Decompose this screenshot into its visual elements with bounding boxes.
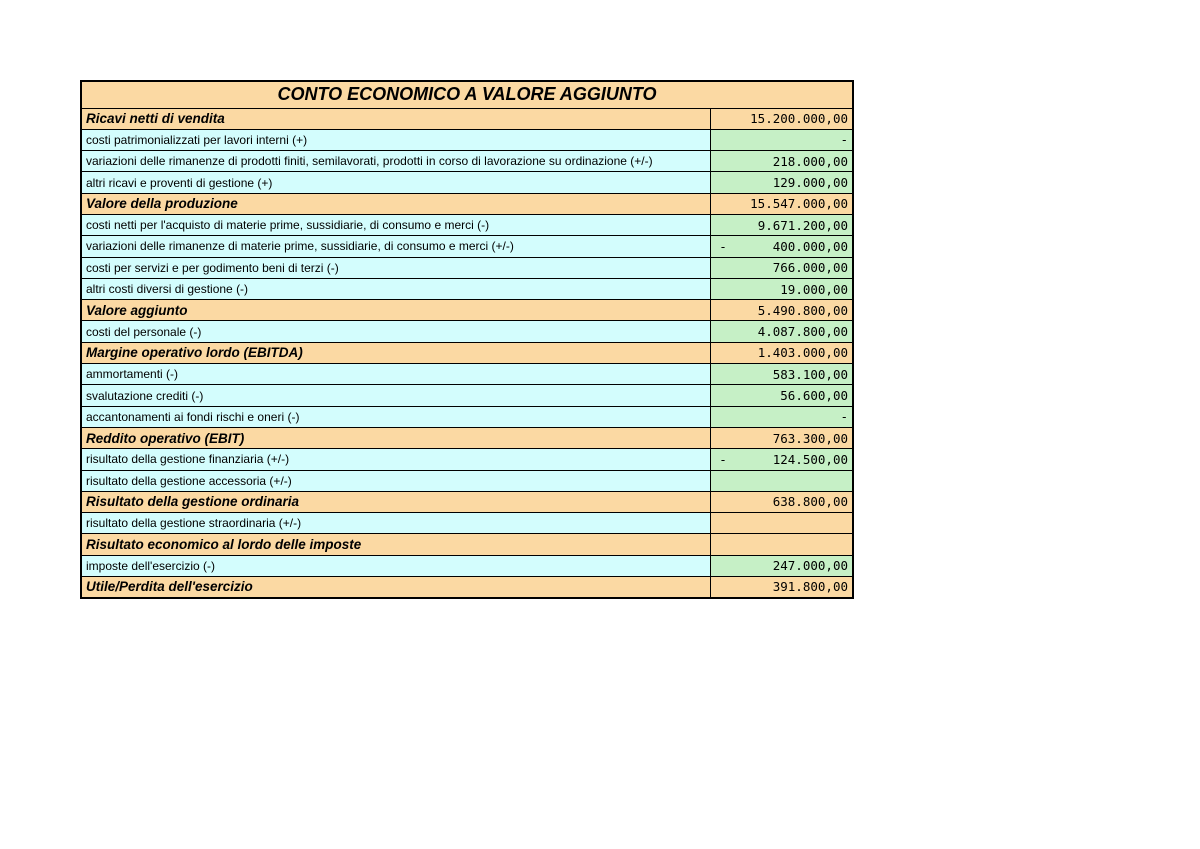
value-amount: - — [840, 409, 848, 425]
value-wrap — [715, 494, 848, 509]
row-value-cell — [711, 364, 853, 385]
row-label: variazioni delle rimanenze di materie prime, sussidiarie, di consumo e merci (+/-) — [81, 236, 711, 257]
row-value-cell — [711, 513, 853, 534]
value-amount: 15.200.000,00 — [750, 111, 848, 127]
row-value-cell — [711, 278, 853, 299]
value-wrap — [715, 175, 848, 190]
total-label: Valore aggiunto — [81, 300, 711, 321]
table-row — [81, 470, 853, 491]
row-value-cell — [711, 342, 853, 363]
row-label: svalutazione crediti (-) — [81, 385, 711, 406]
total-row — [81, 300, 853, 321]
value-wrap — [715, 431, 848, 446]
total-row — [81, 577, 853, 598]
table-row — [81, 151, 853, 172]
table-row — [81, 321, 853, 342]
row-label: accantonamenti ai fondi rischi e oneri (-) — [81, 406, 711, 427]
value-amount: 247.000,00 — [772, 558, 848, 574]
row-label: imposte dell'esercizio (-) — [81, 555, 711, 576]
value-amount: 1.403.000,00 — [757, 345, 848, 361]
table-row — [81, 172, 853, 193]
value-amount: 124.500,00 — [772, 451, 848, 467]
total-row — [81, 193, 853, 214]
value-amount: 638.800,00 — [772, 494, 848, 510]
value-amount: - — [840, 132, 848, 148]
value-amount: 4.087.800,00 — [757, 324, 848, 340]
value-wrap — [715, 367, 848, 382]
value-wrap — [715, 154, 848, 169]
value-wrap — [715, 579, 848, 594]
table-row — [81, 364, 853, 385]
row-value-cell — [711, 108, 853, 129]
table-title: CONTO ECONOMICO A VALORE AGGIUNTO — [81, 81, 853, 108]
row-label: variazioni delle rimanenze di prodotti finiti, semilavorati, prodotti in corso di lavorazione su ordinazione (+/-) — [81, 151, 711, 172]
total-label: Risultato della gestione ordinaria — [81, 491, 711, 512]
table-row — [81, 449, 853, 470]
value-wrap — [715, 388, 848, 403]
table-row — [81, 278, 853, 299]
value-amount: 5.490.800,00 — [757, 302, 848, 318]
row-label: costi del personale (-) — [81, 321, 711, 342]
value-wrap — [715, 558, 848, 573]
value-amount: 583.100,00 — [772, 366, 848, 382]
table-row — [81, 406, 853, 427]
value-amount: 763.300,00 — [772, 430, 848, 446]
row-value-cell — [711, 406, 853, 427]
row-value-cell — [711, 427, 853, 448]
value-wrap — [715, 218, 848, 233]
row-label: costi per servizi e per godimento beni di terzi (-) — [81, 257, 711, 278]
value-wrap — [715, 324, 848, 339]
value-wrap — [715, 409, 848, 424]
total-label: Reddito operativo (EBIT) — [81, 427, 711, 448]
table-row — [81, 214, 853, 235]
row-label: ammortamenti (-) — [81, 364, 711, 385]
table-row — [81, 513, 853, 534]
total-row — [81, 491, 853, 512]
value-amount: 19.000,00 — [780, 281, 848, 297]
row-label: risultato della gestione straordinaria (+/-) — [81, 513, 711, 534]
row-value-cell — [711, 257, 853, 278]
row-value-cell — [711, 172, 853, 193]
row-label: costi patrimonializzati per lavori interni (+) — [81, 129, 711, 150]
row-value-cell — [711, 193, 853, 214]
total-row — [81, 108, 853, 129]
total-label: Risultato economico al lordo delle imposte — [81, 534, 711, 555]
total-label: Margine operativo lordo (EBITDA) — [81, 342, 711, 363]
table-row — [81, 236, 853, 257]
total-row — [81, 342, 853, 363]
table-row — [81, 129, 853, 150]
value-amount: 766.000,00 — [772, 260, 848, 276]
value-wrap — [715, 282, 848, 297]
value-sign: - — [719, 451, 727, 467]
value-wrap — [715, 303, 848, 318]
total-label: Valore della produzione — [81, 193, 711, 214]
value-wrap — [715, 260, 848, 275]
row-value-cell — [711, 449, 853, 470]
row-label: altri costi diversi di gestione (-) — [81, 278, 711, 299]
row-value-cell — [711, 534, 853, 555]
row-label: risultato della gestione accessoria (+/-) — [81, 470, 711, 491]
value-amount: 15.547.000,00 — [750, 196, 848, 212]
value-amount: 400.000,00 — [772, 238, 848, 254]
row-label: altri ricavi e proventi di gestione (+) — [81, 172, 711, 193]
row-value-cell — [711, 236, 853, 257]
row-value-cell — [711, 300, 853, 321]
value-amount: 9.671.200,00 — [757, 217, 848, 233]
row-value-cell — [711, 214, 853, 235]
income-statement-table — [80, 80, 854, 599]
value-wrap — [715, 239, 848, 254]
row-label: risultato della gestione finanziaria (+/-) — [81, 449, 711, 470]
row-label: costi netti per l'acquisto di materie prime, sussidiarie, di consumo e merci (-) — [81, 214, 711, 235]
table-row — [81, 257, 853, 278]
total-label: Utile/Perdita dell'esercizio — [81, 577, 711, 598]
value-wrap — [715, 196, 848, 211]
value-wrap — [715, 345, 848, 360]
value-amount: 129.000,00 — [772, 175, 848, 191]
row-value-cell — [711, 321, 853, 342]
total-row — [81, 534, 853, 555]
table-row — [81, 385, 853, 406]
value-wrap — [715, 132, 848, 147]
value-amount: 391.800,00 — [772, 579, 848, 595]
row-value-cell — [711, 470, 853, 491]
row-value-cell — [711, 385, 853, 406]
value-amount: 218.000,00 — [772, 153, 848, 169]
row-value-cell — [711, 577, 853, 598]
value-amount: 56.600,00 — [780, 388, 848, 403]
value-wrap — [715, 452, 848, 467]
row-value-cell — [711, 151, 853, 172]
total-row — [81, 427, 853, 448]
income-statement-body — [81, 81, 853, 598]
row-value-cell — [711, 129, 853, 150]
value-wrap — [715, 111, 848, 126]
total-label: Ricavi netti di vendita — [81, 108, 711, 129]
row-value-cell — [711, 555, 853, 576]
table-row — [81, 555, 853, 576]
title-row — [81, 81, 853, 108]
value-sign: - — [719, 238, 727, 254]
row-value-cell — [711, 491, 853, 512]
